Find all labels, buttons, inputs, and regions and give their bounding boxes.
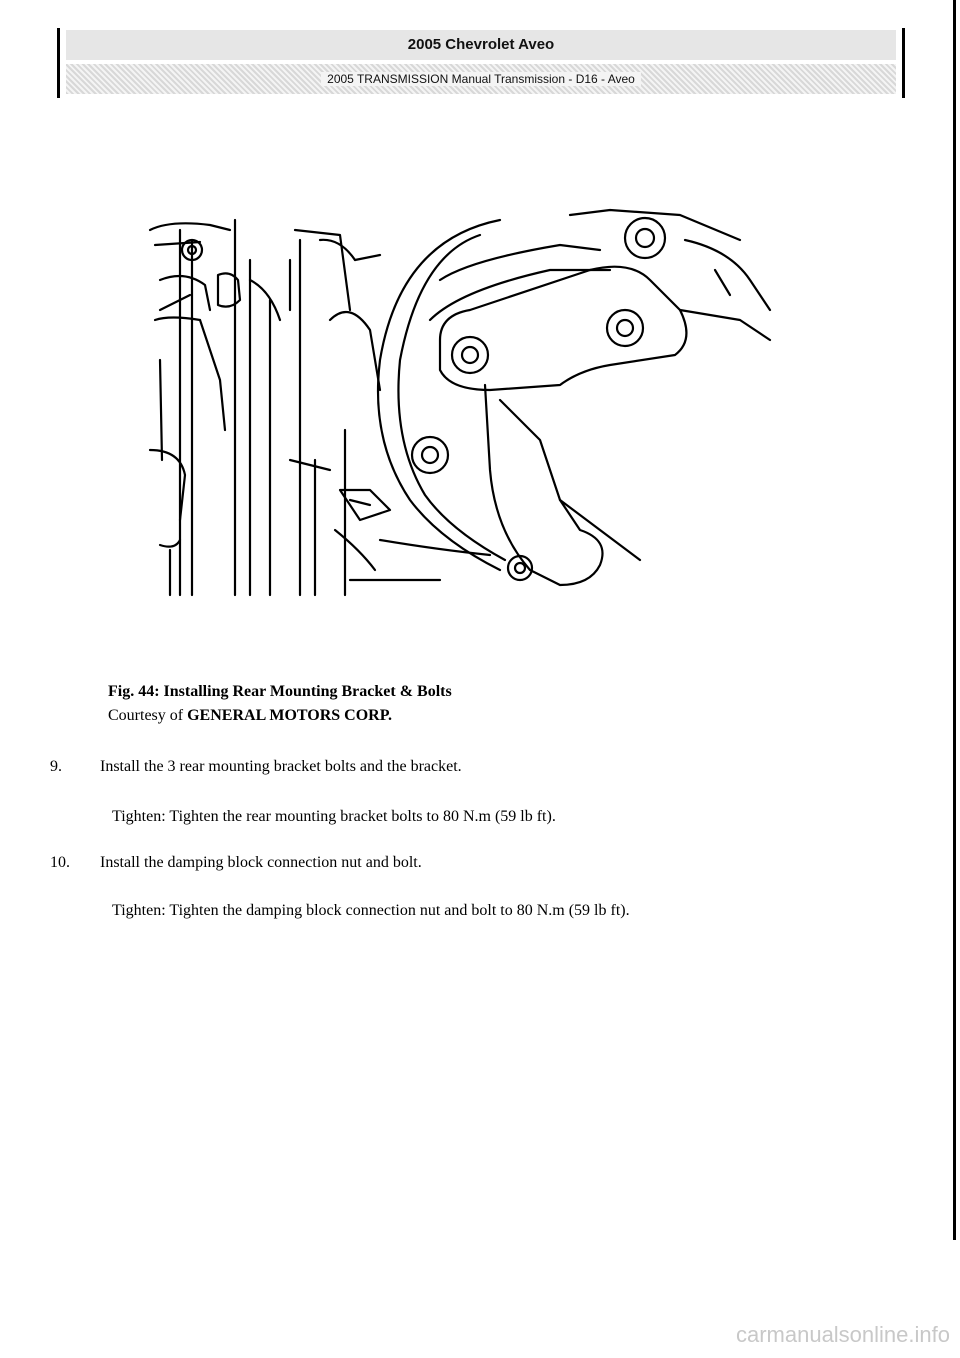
step-text: Install the damping block connection nut and bolt.: [100, 854, 422, 871]
step-9-torque-note: Tighten: Tighten the rear mounting bracket bolts to 80 N.m (59 lb ft).: [112, 808, 556, 825]
step-10-torque-note: Tighten: Tighten the damping block connection nut and bolt to 80 N.m (59 lb ft).: [112, 902, 630, 919]
figure-caption-credit-prefix: Courtesy of: [108, 707, 188, 724]
step-number: 10.: [50, 854, 70, 871]
site-watermark: carmanualsonline.info: [735, 1322, 950, 1347]
document-subtitle: [66, 64, 896, 94]
figure-caption-credit-org: GENERAL MOTORS CORP.: [187, 707, 393, 724]
step-9: [50, 756, 910, 778]
page-right-border: [953, 0, 956, 1240]
page-header: [57, 28, 905, 98]
figure-caption-title: Fig. 44: Installing Rear Mounting Bracket & Bolts: [108, 683, 452, 700]
document-title: 2005 Chevrolet Aveo: [66, 30, 896, 60]
figure-caption-credit: [108, 704, 808, 728]
document-subtitle-text: 2005 TRANSMISSION Manual Transmission - D16 - Aveo: [321, 72, 641, 86]
rear-mounting-bracket-illustration: [140, 200, 780, 605]
step-text: Install the 3 rear mounting bracket bolts and the bracket.: [100, 758, 462, 775]
figure-caption: [108, 680, 808, 728]
step-number: 9.: [50, 758, 62, 775]
step-10: [50, 852, 910, 874]
